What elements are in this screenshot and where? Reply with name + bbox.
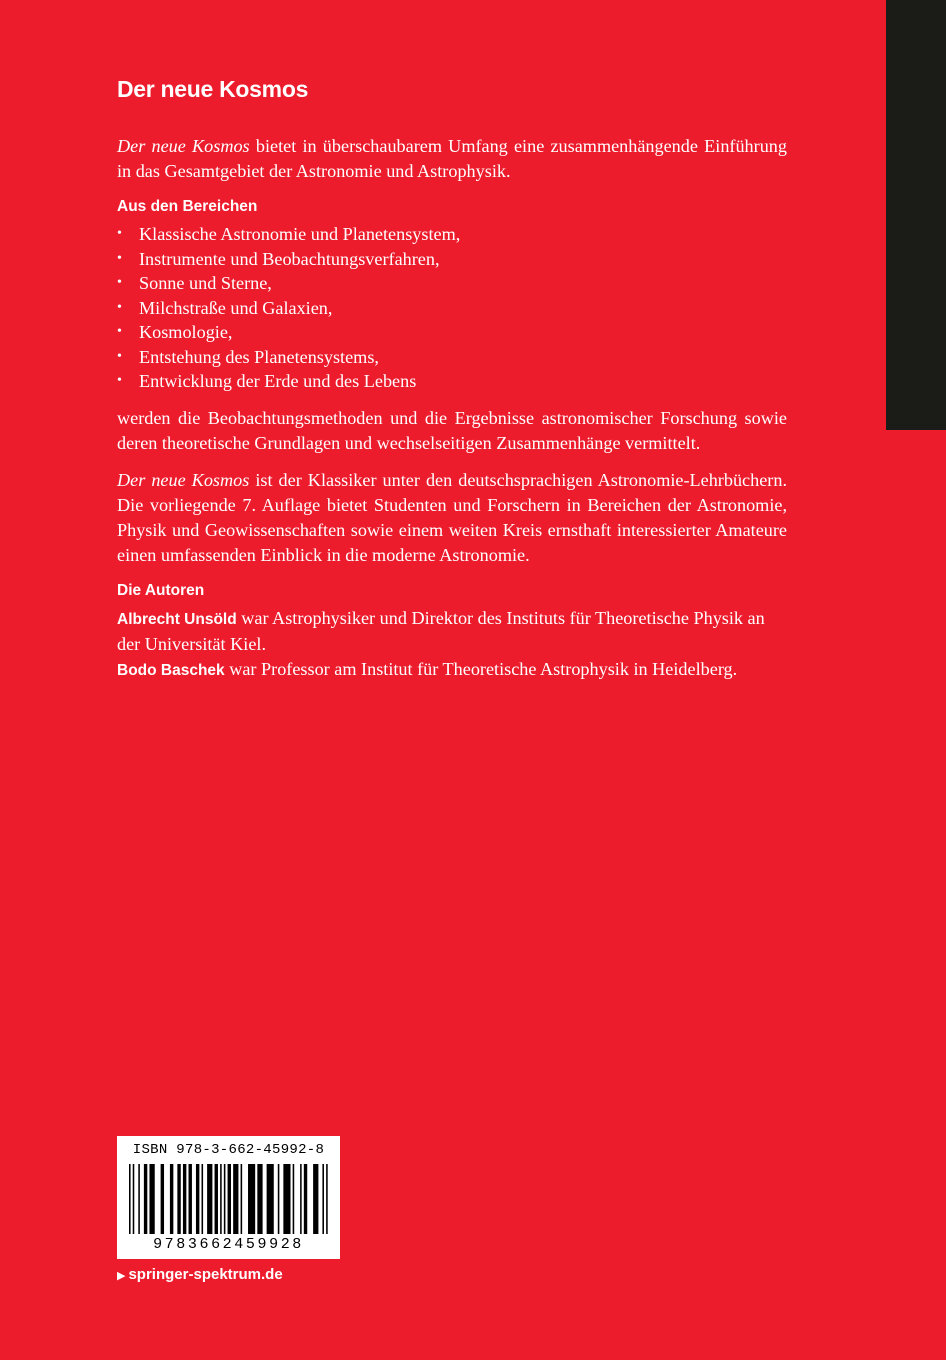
barcode-bar	[278, 1164, 280, 1234]
barcode-bar	[241, 1164, 243, 1234]
authors-heading: Die Autoren	[117, 581, 205, 599]
barcode-bar	[207, 1164, 212, 1234]
barcode-bar	[215, 1164, 218, 1234]
barcode-bar	[177, 1164, 180, 1234]
barcode-bar	[233, 1164, 238, 1234]
barcode-bar	[202, 1164, 204, 1234]
list-item: • Entstehung des Planetensystems,	[117, 345, 787, 370]
barcode-bar	[138, 1164, 140, 1234]
bullet-icon: •	[117, 348, 122, 364]
intro-text: bietet in überschaubarem Umfang eine zusammenhängende Einführung in das Gesamtgebiet der Astronomie und Astrophysik.	[117, 136, 787, 181]
list-item: • Sonne und Sterne,	[117, 271, 787, 296]
methods-paragraph: werden die Beobachtungsmethoden und die Ergebnisse astronomischer Forschung sowie deren theoretische Grundlagen und wechselseitigen Zusammenhänge vermittelt.	[117, 407, 787, 453]
areas-list	[117, 222, 787, 394]
barcode-bar	[313, 1164, 318, 1234]
barcode-bar	[170, 1164, 173, 1234]
publisher-link[interactable]	[117, 1266, 283, 1283]
barcode-bar	[248, 1164, 255, 1234]
intro-book-title: Der neue Kosmos	[117, 136, 250, 156]
bullet-icon: •	[117, 373, 122, 388]
barcode-bar	[283, 1164, 290, 1234]
classic-text: ist der Klassiker unter den deutschsprachigen Astronomie-Lehrbüchern. Die vorliegende 7. Auflage bietet Studenten und Forschern in Bereichen der Astronomie, Physik und Geowissenschaften sowie einem weiten Kreis ernsthaft interessierter Amateure einen umfassenden Einblick in die moderne Astronomie.	[117, 469, 787, 565]
classic-paragraph	[117, 468, 787, 568]
author-bio: war Professor am Institut für Theoretische Astrophysik in Heidelberg.	[224, 658, 738, 679]
barcode-bar	[189, 1164, 192, 1234]
author-entry	[117, 657, 787, 683]
barcode-bar	[224, 1164, 226, 1234]
barcode-bar	[149, 1164, 154, 1234]
cover-title: Der neue Kosmos	[117, 76, 309, 102]
intro-paragraph	[117, 134, 787, 184]
barcode-bar	[300, 1164, 302, 1234]
publisher-url: springer-spektrum.de	[128, 1266, 283, 1283]
author-name: Albrecht Unsöld	[117, 610, 237, 628]
barcode-bar	[161, 1164, 164, 1234]
barcode-bar	[133, 1164, 135, 1234]
author-bio: war Astrophysiker und Direktor des Instituts für Theoretische Physik an der Universität Kiel.	[117, 607, 765, 654]
back-cover-content	[117, 70, 787, 683]
author-name: Bodo Baschek	[117, 661, 225, 679]
list-item: • Kosmologie,	[117, 320, 787, 345]
barcode-bar	[228, 1164, 231, 1234]
bullet-icon: •	[117, 324, 122, 339]
barcode-bar	[196, 1164, 199, 1234]
isbn-label: ISBN 978-3-662-45992-8	[132, 1142, 325, 1158]
list-item: • Entwicklung der Erde und des Lebens	[117, 369, 787, 394]
bullet-icon: •	[117, 275, 122, 290]
arrow-right-icon: ▶	[117, 1270, 126, 1282]
list-item: • Instrumente und Beobachtungsverfahren,	[117, 247, 787, 272]
barcode-bar	[322, 1164, 324, 1234]
barcode-bar	[183, 1164, 186, 1234]
author-entry	[117, 606, 787, 657]
bullet-icon: •	[117, 226, 122, 241]
barcode-bar	[257, 1164, 262, 1234]
isbn-barcode	[117, 1136, 340, 1259]
classic-book-title: Der neue Kosmos	[117, 469, 250, 490]
barcode-bar	[129, 1164, 131, 1234]
barcode-bar	[293, 1164, 295, 1234]
ean-digits: 9783662459928	[153, 1236, 304, 1253]
barcode-bar	[267, 1164, 274, 1234]
bullet-icon: •	[117, 299, 122, 315]
barcode-bar	[220, 1164, 222, 1234]
list-item: • Klassische Astronomie und Planetensystem,	[117, 222, 787, 247]
dark-side-band	[886, 0, 946, 430]
bullet-icon: •	[117, 250, 122, 266]
list-item: • Milchstraße und Galaxien,	[117, 296, 787, 321]
barcode-bars	[129, 1164, 328, 1238]
barcode-bar	[144, 1164, 147, 1234]
areas-heading: Aus den Bereichen	[117, 198, 258, 215]
barcode-bar	[326, 1164, 328, 1234]
barcode-bar	[304, 1164, 307, 1234]
